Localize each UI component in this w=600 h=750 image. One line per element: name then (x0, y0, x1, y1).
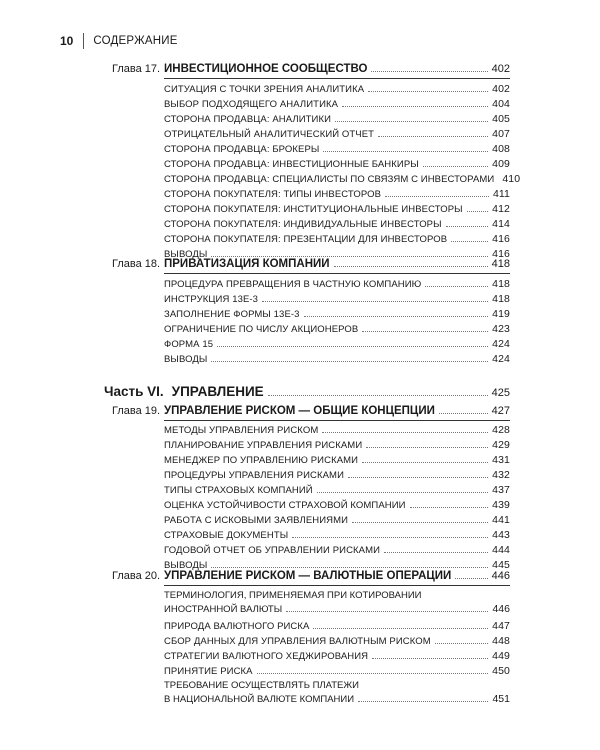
toc-section[interactable] (164, 454, 510, 466)
toc-section[interactable] (164, 469, 510, 481)
toc-chapter-18[interactable] (112, 258, 510, 270)
section-title: СБОР ДАННЫХ ДЛЯ УПРАВЛЕНИЯ ВАЛЮТНЫМ РИСКОМ (164, 636, 431, 647)
toc-section[interactable] (164, 323, 510, 335)
section-title: СТОРОНА ПОКУПАТЕЛЯ: ИНСТИТУЦИОНАЛЬНЫЕ ИНВЕСТОРЫ (164, 204, 463, 215)
page-ref: 414 (492, 218, 510, 230)
part-number: Часть VI. (104, 384, 164, 399)
dot-leader (425, 286, 488, 287)
chapter-number: Глава 19. (112, 405, 161, 417)
toc-section[interactable] (164, 353, 510, 365)
page-ref: 418 (492, 293, 510, 305)
section-title: СИТУАЦИЯ С ТОЧКИ ЗРЕНИЯ АНАЛИТИКА (164, 84, 365, 95)
toc-section[interactable] (164, 158, 510, 170)
dot-leader (368, 91, 488, 92)
dot-leader (372, 658, 488, 659)
toc-section[interactable] (164, 338, 510, 350)
toc-section[interactable] (164, 529, 510, 541)
dot-leader (217, 346, 488, 347)
dot-leader (317, 492, 488, 493)
dot-leader (211, 256, 488, 257)
toc-section[interactable] (164, 98, 510, 110)
section-title: ВЫВОДЫ (164, 560, 208, 571)
page-ref: 419 (492, 308, 510, 320)
section-title: ТИПЫ СТРАХОВЫХ КОМПАНИЙ (164, 485, 313, 496)
toc-chapter-17[interactable] (112, 63, 510, 75)
section-title: ПРИНЯТИЕ РИСКА (164, 666, 253, 677)
section-title: ОГРАНИЧЕНИЕ ПО ЧИСЛУ АКЦИОНЕРОВ (164, 324, 359, 335)
toc-section[interactable] (164, 113, 510, 125)
section-title: МЕТОДЫ УПРАВЛЕНИЯ РИСКОМ (164, 425, 319, 436)
page-ref: 428 (492, 424, 510, 436)
section-title-line: ТЕРМИНОЛОГИЯ, ПРИМЕНЯЕМАЯ ПРИ КОТИРОВАНИИ (164, 590, 422, 601)
chapter-title: УПРАВЛЕНИЕ РИСКОМ — ОБЩИЕ КОНЦЕПЦИИ (164, 405, 435, 417)
chapter-rule (164, 78, 510, 79)
toc-section[interactable] (164, 680, 510, 705)
page-ref: 424 (492, 353, 510, 365)
dot-leader (446, 226, 489, 227)
dot-leader (385, 196, 489, 197)
dot-leader (286, 611, 488, 612)
dot-leader (371, 71, 487, 72)
page-number: 10 (60, 34, 74, 48)
toc-section[interactable] (164, 128, 510, 140)
section-title: ПЛАНИРОВАНИЕ УПРАВЛЕНИЯ РИСКАМИ (164, 440, 363, 451)
dot-leader (362, 331, 488, 332)
page-ref: 429 (492, 439, 510, 451)
dot-leader (366, 447, 488, 448)
section-title: ЗАПОЛНЕНИЕ ФОРМЫ 13E-3 (164, 309, 300, 320)
section-title: РАБОТА С ИСКОВЫМИ ЗАЯВЛЕНИЯМИ (164, 515, 349, 526)
dot-leader (439, 413, 488, 414)
toc-section[interactable] (164, 499, 510, 511)
section-title: СТОРОНА ПОКУПАТЕЛЯ: ПРЕЗЕНТАЦИИ ДЛЯ ИНВЕСТОРОВ (164, 234, 448, 245)
page-ref: 408 (492, 143, 510, 155)
toc-section[interactable] (164, 233, 510, 245)
toc-section[interactable] (164, 439, 510, 451)
page-ref: 448 (492, 635, 510, 647)
section-title: ФОРМА 15 (164, 339, 214, 350)
page-ref: 447 (492, 620, 510, 632)
page-ref: 416 (492, 233, 510, 245)
dot-leader (313, 628, 488, 629)
chapter-rule (164, 585, 510, 586)
page-ref: 451 (492, 693, 510, 705)
section-title: СТОРОНА ПОКУПАТЕЛЯ: ТИПЫ ИНВЕСТОРОВ (164, 189, 382, 200)
section-title: ПРИРОДА ВАЛЮТНОГО РИСКА (164, 621, 310, 632)
section-title-line: В НАЦИОНАЛЬНОЙ ВАЛЮТЕ КОМПАНИИ (164, 694, 355, 705)
page-ref: 439 (492, 499, 510, 511)
dot-leader (262, 301, 488, 302)
chapter-number: Глава 18. (112, 258, 161, 270)
page-ref: 437 (492, 484, 510, 496)
chapter-title: УПРАВЛЕНИЕ РИСКОМ — ВАЛЮТНЫЕ ОПЕРАЦИИ (164, 570, 452, 582)
page-ref: 427 (491, 405, 510, 417)
page-ref: 424 (492, 338, 510, 350)
section-title: ВЫБОР ПОДХОДЯЩЕГО АНАЛИТИКА (164, 99, 339, 110)
page-ref: 450 (492, 665, 510, 677)
dot-leader (334, 266, 488, 267)
dot-leader (335, 121, 488, 122)
dot-leader (455, 578, 487, 579)
page-ref: 425 (491, 387, 510, 399)
dot-leader (435, 643, 488, 644)
chapter-title: ПРИВАТИЗАЦИЯ КОМПАНИИ (164, 258, 330, 270)
section-title: СТОРОНА ПОКУПАТЕЛЯ: ИНДИВИДУАЛЬНЫЕ ИНВЕСТОРЫ (164, 219, 442, 230)
toc-section[interactable] (164, 83, 510, 95)
dot-leader (384, 552, 488, 553)
section-title: СТОРОНА ПРОДАВЦА: БРОКЕРЫ (164, 144, 320, 155)
chapter-title: ИНВЕСТИЦИОННОЕ СООБЩЕСТВО (164, 63, 368, 75)
page-ref: 405 (492, 113, 510, 125)
dot-leader (211, 361, 488, 362)
dot-leader (362, 462, 488, 463)
dot-leader (292, 537, 488, 538)
toc-section[interactable] (164, 590, 510, 615)
page-ref: 449 (492, 650, 510, 662)
page-ref: 443 (492, 529, 510, 541)
dot-leader (257, 673, 489, 674)
page-ref: 431 (492, 454, 510, 466)
page-ref: 441 (492, 514, 510, 526)
chapter-number: Глава 20. (112, 570, 161, 582)
section-title: СТОРОНА ПРОДАВЦА: СПЕЦИАЛИСТЫ ПО СВЯЗЯМ С ИНВЕСТОРАМИ (164, 174, 495, 185)
page-ref: 409 (492, 158, 510, 170)
section-title: ИНСТРУКЦИЯ 13E-3 (164, 294, 259, 305)
toc-part-6[interactable] (104, 384, 510, 399)
toc-section[interactable] (164, 218, 510, 230)
page-ref: 410 (502, 173, 521, 185)
part-title: УПРАВЛЕНИЕ (171, 384, 264, 399)
dot-leader (304, 316, 489, 317)
page-ref: 402 (492, 83, 510, 95)
toc-section[interactable] (164, 188, 510, 200)
page-ref: 432 (492, 469, 510, 481)
page-ref: 402 (491, 63, 510, 75)
page-ref: 418 (492, 278, 510, 290)
toc-chapter-19[interactable] (112, 405, 510, 417)
section-title-line: ТРЕБОВАНИЕ ОСУЩЕСТВЛЯТЬ ПЛАТЕЖИ (164, 680, 359, 691)
toc-section[interactable] (164, 203, 510, 215)
page-ref: 446 (491, 570, 510, 582)
dot-leader (352, 522, 488, 523)
toc-section[interactable] (164, 514, 510, 526)
page-ref: 445 (492, 559, 510, 571)
toc-section[interactable] (164, 308, 510, 320)
page-ref: 412 (492, 203, 510, 215)
header-title: СОДЕРЖАНИЕ (93, 35, 178, 47)
page-ref: 404 (492, 98, 510, 110)
section-title: СТРАТЕГИИ ВАЛЮТНОГО ХЕДЖИРОВАНИЯ (164, 651, 369, 662)
page-ref: 446 (492, 603, 510, 615)
page-ref: 411 (492, 188, 510, 200)
dot-leader (342, 106, 488, 107)
section-title: ПРОЦЕДУРА ПРЕВРАЩЕНИЯ В ЧАСТНУЮ КОМПАНИЮ (164, 279, 422, 290)
dot-leader (378, 136, 488, 137)
dot-leader (268, 395, 488, 396)
section-title: ВЫВОДЫ (164, 249, 208, 260)
toc-section[interactable] (164, 620, 510, 632)
dot-leader (467, 211, 488, 212)
section-title-line: ИНОСТРАННОЙ ВАЛЮТЫ (164, 604, 283, 615)
toc-section[interactable] (164, 544, 510, 556)
section-title: СТОРОНА ПРОДАВЦА: ИНВЕСТИЦИОННЫЕ БАНКИРЫ (164, 159, 419, 170)
dot-leader (323, 151, 488, 152)
section-title: СТОРОНА ПРОДАВЦА: АНАЛИТИКИ (164, 114, 332, 125)
chapter-number: Глава 17. (112, 63, 161, 75)
dot-leader (322, 432, 488, 433)
chapter-rule (164, 420, 510, 421)
toc-section[interactable] (164, 665, 510, 677)
dot-leader (451, 241, 488, 242)
toc-section[interactable] (164, 635, 510, 647)
toc-section[interactable] (164, 650, 510, 662)
dot-leader (348, 477, 488, 478)
page-ref: 416 (492, 248, 510, 260)
section-title: СТРАХОВЫЕ ДОКУМЕНТЫ (164, 530, 289, 541)
toc-section[interactable] (164, 484, 510, 496)
toc-section[interactable] (164, 173, 521, 185)
section-title: ОЦЕНКА УСТОЙЧИВОСТИ СТРАХОВОЙ КОМПАНИИ (164, 500, 406, 511)
toc-section[interactable] (164, 424, 510, 436)
chapter-rule (164, 273, 510, 274)
dot-leader (211, 567, 488, 568)
section-title: МЕНЕДЖЕР ПО УПРАВЛЕНИЮ РИСКАМИ (164, 455, 359, 466)
page-ref: 418 (491, 258, 510, 270)
toc-section[interactable] (164, 278, 510, 290)
dot-leader (423, 166, 488, 167)
toc-chapter-20[interactable] (112, 570, 510, 582)
toc-section[interactable] (164, 293, 510, 305)
page-ref: 407 (492, 128, 510, 140)
section-title: ГОДОВОЙ ОТЧЕТ ОБ УПРАВЛЕНИИ РИСКАМИ (164, 545, 381, 556)
page-ref: 423 (492, 323, 510, 335)
toc-section[interactable] (164, 143, 510, 155)
page-ref: 444 (492, 544, 510, 556)
section-title: ОТРИЦАТЕЛЬНЫЙ АНАЛИТИЧЕСКИЙ ОТЧЕТ (164, 129, 375, 140)
dot-leader (358, 701, 488, 702)
section-title: ВЫВОДЫ (164, 354, 208, 365)
dot-leader (410, 507, 489, 508)
section-title: ПРОЦЕДУРЫ УПРАВЛЕНИЯ РИСКАМИ (164, 470, 344, 481)
